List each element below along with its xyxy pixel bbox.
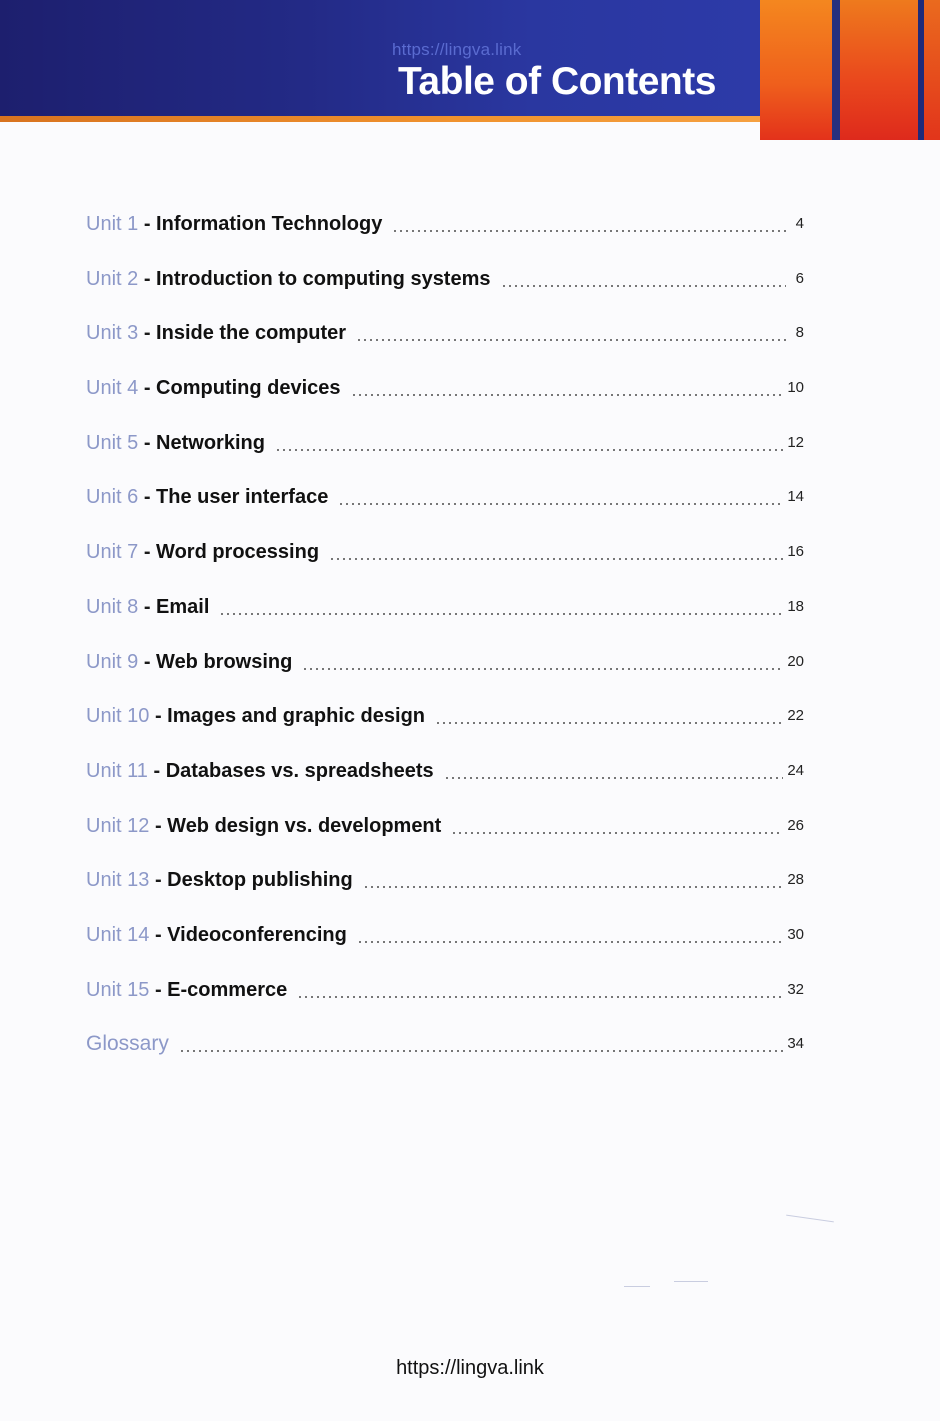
header-watermark-link[interactable]: https://lingva.link	[392, 40, 522, 59]
toc-entry-label	[86, 538, 319, 566]
toc-entry-label	[86, 593, 209, 621]
toc-entry-label	[86, 757, 434, 785]
dot-leader	[351, 374, 784, 402]
scan-mark	[786, 1215, 834, 1223]
table-of-contents	[86, 210, 804, 1085]
toc-entry-unit-15[interactable]	[86, 976, 804, 1031]
unit-number: Unit 4	[86, 377, 139, 400]
toc-entry-unit-2[interactable]	[86, 265, 804, 320]
page-number: 28	[787, 871, 804, 889]
unit-number: Unit 12	[86, 814, 150, 837]
toc-entry-label	[86, 210, 382, 238]
unit-topic: Computing devices	[156, 377, 341, 400]
unit-topic: Images and graphic design	[167, 705, 426, 728]
header-stripe	[840, 0, 918, 140]
dot-leader	[338, 483, 783, 511]
dot-leader	[179, 1030, 783, 1058]
toc-entry-glossary[interactable]	[86, 1030, 804, 1085]
scan-mark	[674, 1281, 708, 1282]
toc-entry-label	[86, 921, 347, 949]
toc-entry-unit-9[interactable]	[86, 648, 804, 703]
toc-entry-label	[86, 483, 328, 511]
unit-number: Unit 7	[86, 541, 139, 564]
toc-entry-label	[86, 1030, 169, 1058]
toc-entry-label	[86, 429, 265, 457]
toc-entry-unit-12[interactable]	[86, 812, 804, 867]
unit-number: Unit 15	[86, 978, 150, 1001]
toc-entry-unit-6[interactable]	[86, 483, 804, 538]
unit-topic: E-commerce	[167, 978, 288, 1001]
dot-leader	[451, 812, 783, 840]
separator: -	[154, 705, 162, 728]
toc-entry-unit-13[interactable]	[86, 866, 804, 921]
page-number: 16	[787, 543, 804, 561]
page-number: 34	[787, 1035, 804, 1053]
separator: -	[143, 322, 151, 345]
dot-leader	[302, 648, 783, 676]
dot-leader	[356, 319, 786, 347]
separator: -	[154, 814, 162, 837]
page-number: 26	[787, 816, 804, 834]
toc-entry-unit-1[interactable]	[86, 210, 804, 265]
unit-number: Unit 11	[86, 759, 148, 782]
unit-topic: Word processing	[156, 541, 320, 564]
page-number: 18	[787, 597, 804, 615]
separator: -	[143, 267, 151, 290]
unit-topic: Videoconferencing	[167, 923, 347, 946]
toc-entry-unit-3[interactable]	[86, 319, 804, 374]
dot-leader	[357, 921, 783, 949]
dot-leader	[297, 976, 783, 1004]
glossary-label: Glossary	[86, 1032, 169, 1056]
toc-entry-unit-10[interactable]	[86, 702, 804, 757]
toc-entry-label	[86, 319, 346, 347]
page-title: Table of Contents	[398, 60, 716, 103]
page-number: 6	[795, 269, 804, 287]
unit-topic: Networking	[156, 431, 265, 454]
unit-topic: Email	[156, 595, 210, 618]
scan-mark	[624, 1286, 650, 1287]
dot-leader	[363, 866, 784, 894]
page-number: 32	[787, 980, 804, 998]
separator: -	[143, 431, 151, 454]
footer-link[interactable]: https://lingva.link	[396, 1357, 544, 1379]
dot-leader	[435, 702, 783, 730]
dot-leader	[219, 593, 783, 621]
dot-leader	[275, 429, 783, 457]
toc-entry-unit-8[interactable]	[86, 593, 804, 648]
separator: -	[143, 213, 151, 235]
header-stripe	[924, 0, 940, 140]
separator: -	[154, 978, 162, 1001]
toc-entry-label	[86, 976, 287, 1004]
page-number: 20	[787, 652, 804, 670]
separator: -	[154, 869, 162, 892]
unit-number: Unit 1	[86, 213, 139, 235]
toc-entry-label	[86, 648, 292, 676]
header-stripe	[832, 0, 840, 140]
unit-number: Unit 6	[86, 486, 139, 509]
unit-topic: Information Technology	[156, 213, 383, 235]
separator: -	[154, 923, 162, 946]
separator: -	[143, 650, 151, 673]
dot-leader	[444, 757, 784, 785]
page-number: 30	[787, 925, 804, 943]
unit-topic: Desktop publishing	[167, 869, 353, 892]
page-number: 24	[787, 761, 804, 779]
page-number: 22	[787, 707, 804, 725]
page-number: 10	[787, 379, 804, 397]
unit-topic: The user interface	[156, 486, 329, 509]
page-number: 4	[795, 215, 804, 232]
toc-entry-unit-4[interactable]	[86, 374, 804, 429]
page-number: 14	[787, 488, 804, 506]
toc-entry-unit-5[interactable]	[86, 429, 804, 484]
unit-topic: Web browsing	[156, 650, 293, 673]
separator: -	[143, 595, 151, 618]
header-stripe	[760, 0, 832, 140]
separator: -	[153, 759, 161, 782]
unit-topic: Inside the computer	[156, 322, 347, 345]
separator: -	[143, 486, 151, 509]
dot-leader	[392, 210, 786, 238]
header-accent-line	[0, 116, 760, 122]
separator: -	[143, 377, 151, 400]
unit-number: Unit 9	[86, 650, 139, 673]
toc-entry-label	[86, 866, 353, 894]
unit-topic: Web design vs. development	[167, 814, 442, 837]
toc-entry-label	[86, 702, 425, 730]
unit-topic: Introduction to computing systems	[156, 267, 491, 290]
page-number: 12	[787, 433, 804, 451]
toc-entry-unit-7[interactable]	[86, 538, 804, 593]
separator: -	[143, 541, 151, 564]
toc-entry-label	[86, 265, 491, 293]
unit-number: Unit 5	[86, 431, 139, 454]
unit-number: Unit 10	[86, 705, 150, 728]
dot-leader	[501, 265, 787, 293]
unit-number: Unit 13	[86, 869, 150, 892]
toc-entry-unit-11[interactable]	[86, 757, 804, 812]
toc-entry-label	[86, 812, 441, 840]
unit-number: Unit 8	[86, 595, 139, 618]
page-number: 8	[795, 324, 804, 342]
dot-leader	[329, 538, 783, 566]
toc-entry-label	[86, 374, 341, 402]
toc-entry-unit-14[interactable]	[86, 921, 804, 976]
unit-number: Unit 3	[86, 322, 139, 345]
unit-number: Unit 14	[86, 923, 150, 946]
unit-number: Unit 2	[86, 267, 139, 290]
unit-topic: Databases vs. spreadsheets	[165, 759, 434, 782]
